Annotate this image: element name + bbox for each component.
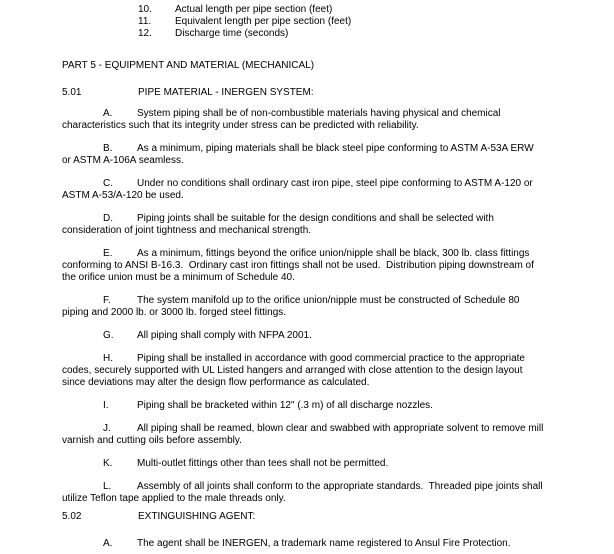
item-line: Piping shall be installed in accordance with good commercial practice to the appropriate xyxy=(137,353,525,364)
item-letter: J. xyxy=(103,423,111,434)
item-line: characteristics such that its integrity under stress can be predicted with reliability. xyxy=(62,120,419,131)
section-number: 5.01 xyxy=(62,87,82,98)
item-line: utilize Teflon tape applied to the male threads only. xyxy=(62,493,286,504)
spec-item-f xyxy=(62,295,604,319)
item-line: varnish and cutting oils before assembly. xyxy=(62,435,242,446)
spec-item-h xyxy=(62,353,604,389)
item-letter: C. xyxy=(103,178,113,189)
section-heading-5-02 xyxy=(62,511,604,523)
part-heading xyxy=(62,60,604,72)
list-item-text: Equivalent length per pipe section (feet) xyxy=(175,16,352,27)
section-title: PIPE MATERIAL - INERGEN SYSTEM: xyxy=(138,87,314,98)
item-letter: F. xyxy=(103,295,111,306)
spec-item-j xyxy=(62,423,604,447)
item-line: conforming to ANSI B-16.3. Ordinary cast iron fittings shall not be used. Distribution piping downstream of xyxy=(62,260,534,271)
item-letter: D. xyxy=(103,213,113,224)
list-item-text: Discharge time (seconds) xyxy=(175,28,289,39)
spec-item-l xyxy=(62,481,604,505)
item-line: since deviations may alter the design flow performance as calculated. xyxy=(62,377,370,388)
item-line: ASTM A-53/A-120 be used. xyxy=(62,190,184,201)
list-item xyxy=(62,16,604,28)
item-line: As a minimum, fittings beyond the orifice union/nipple shall be black, 300 lb. class fittings xyxy=(137,248,530,259)
item-letter: L. xyxy=(103,481,112,492)
section-heading-5-01 xyxy=(62,87,604,99)
top-numbered-list xyxy=(62,4,604,40)
item-letter: A. xyxy=(103,538,113,549)
spec-item-a xyxy=(62,108,604,132)
item-line: Under no conditions shall ordinary cast iron pipe, steel pipe conforming to ASTM A-120 or xyxy=(137,178,533,189)
item-line: The system manifold up to the orifice union/nipple must be constructed of Schedule 80 xyxy=(137,295,520,306)
part-heading-text: PART 5 - EQUIPMENT AND MATERIAL (MECHANICAL) xyxy=(62,60,315,71)
list-item xyxy=(62,4,604,16)
item-line: As a minimum, piping materials shall be black steel pipe conforming to ASTM A-53A ERW xyxy=(137,143,534,154)
item-line: Multi-outlet fittings other than tees shall not be permitted. xyxy=(137,458,389,469)
item-line: Piping joints shall be suitable for the design conditions and shall be selected with xyxy=(137,213,494,224)
list-item-text: Actual length per pipe section (feet) xyxy=(175,4,333,15)
spec-item-g xyxy=(62,330,604,342)
item-letter: A. xyxy=(103,108,113,119)
item-line: System piping shall be of non-combustible materials having physical and chemical xyxy=(137,108,501,119)
list-item xyxy=(62,28,604,40)
item-line: piping and 2000 lb. or 3000 lb. forged steel fittings. xyxy=(62,307,287,318)
spec-item-c xyxy=(62,178,604,202)
item-line: All piping shall comply with NFPA 2001. xyxy=(137,330,312,341)
item-line: the orifice union must be a minimum of Schedule 40. xyxy=(62,272,295,283)
spec-item-e xyxy=(62,248,604,284)
item-letter: H. xyxy=(103,353,113,364)
spec-item-i xyxy=(62,400,604,412)
spec-item-b xyxy=(62,143,604,167)
item-letter: K. xyxy=(103,458,113,469)
spec-item-d xyxy=(62,213,604,237)
item-line: or ASTM A-106A seamless. xyxy=(62,155,184,166)
item-line: codes, securely supported with UL Listed hangers and arranged with close attention to the design layout xyxy=(62,365,523,376)
item-line: consideration of joint tightness and mechanical strength. xyxy=(62,225,312,236)
item-line: The agent shall be INERGEN, a trademark name registered to Ansul Fire Protection. xyxy=(137,538,511,549)
spec-item-k xyxy=(62,458,604,470)
item-letter: B. xyxy=(103,143,113,154)
list-item-number: 12. xyxy=(138,28,152,39)
list-item-number: 10. xyxy=(138,4,152,15)
item-line: Assembly of all joints shall conform to the appropriate standards. Threaded pipe joints shall xyxy=(137,481,543,492)
section-number: 5.02 xyxy=(62,511,82,522)
item-letter: E. xyxy=(103,248,113,259)
item-line: Piping shall be bracketed within 12" (.3 m) of all discharge nozzles. xyxy=(137,400,433,411)
item-letter: G. xyxy=(103,330,114,341)
list-item-number: 11. xyxy=(138,16,152,27)
item-letter: I. xyxy=(103,400,109,411)
item-line: All piping shall be reamed, blown clear and swabbed with appropriate solvent to remove mill xyxy=(137,423,544,434)
section-title: EXTINGUISHING AGENT: xyxy=(138,511,256,522)
spec-item-5-02-a xyxy=(62,538,604,550)
